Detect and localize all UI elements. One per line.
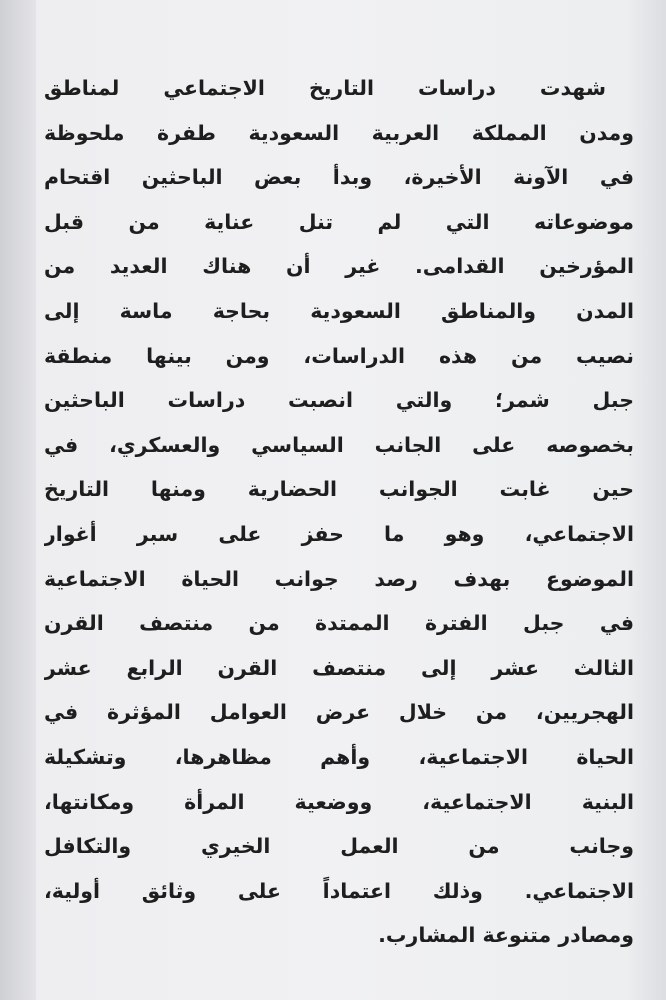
text-line: ومصادر متنوعة المشارب.	[378, 923, 634, 948]
text-line: الحياة الاجتماعية، وأهم مظاهرها، وتشكيلة	[44, 744, 634, 769]
text-line: الهجريين، من خلال عرض العوامل المؤثرة في	[44, 700, 634, 725]
text-line: جبل شمر؛ والتي انصبت دراسات الباحثين	[44, 388, 634, 413]
text-line: الاجتماعي. وذلك اعتماداً على وثائق أولية،	[44, 878, 634, 903]
text-line: الثالث عشر إلى منتصف القرن الرابع عشر	[44, 655, 634, 680]
text-line: بخصوصه على الجانب السياسي والعسكري، في	[44, 432, 634, 457]
text-line: المدن والمناطق السعودية بحاجة ماسة إلى	[44, 298, 634, 323]
text-line: الاجتماعي، وهو ما حفز على سبر أغوار	[44, 521, 634, 546]
text-line: البنية الاجتماعية، ووضعية المرأة ومكانتها،	[44, 789, 634, 814]
page-gutter-shadow	[0, 0, 36, 1000]
text-line: المؤرخين القدامى. غير أن هناك العديد من	[44, 254, 634, 279]
body-paragraph	[44, 66, 634, 958]
text-line: ومدن المملكة العربية السعودية طفرة ملحوظة	[44, 120, 634, 145]
text-line: نصيب من هذه الدراسات، ومن بينها منطقة	[44, 343, 634, 368]
text-line: موضوعاته التي لم تنل عناية من قبل	[44, 209, 634, 234]
text-line: في الآونة الأخيرة، وبدأ بعض الباحثين اقتحام	[44, 165, 634, 190]
text-line: شهدت دراسات التاريخ الاجتماعي لمناطق	[44, 76, 606, 100]
text-line: الموضوع بهدف رصد جوانب الحياة الاجتماعية	[44, 566, 634, 591]
text-line: وجانب من العمل الخيري والتكافل	[44, 834, 634, 859]
text-line: حين غابت الجوانب الحضارية ومنها التاريخ	[44, 477, 634, 502]
text-line: في جبل الفترة الممتدة من منتصف القرن	[44, 611, 634, 636]
